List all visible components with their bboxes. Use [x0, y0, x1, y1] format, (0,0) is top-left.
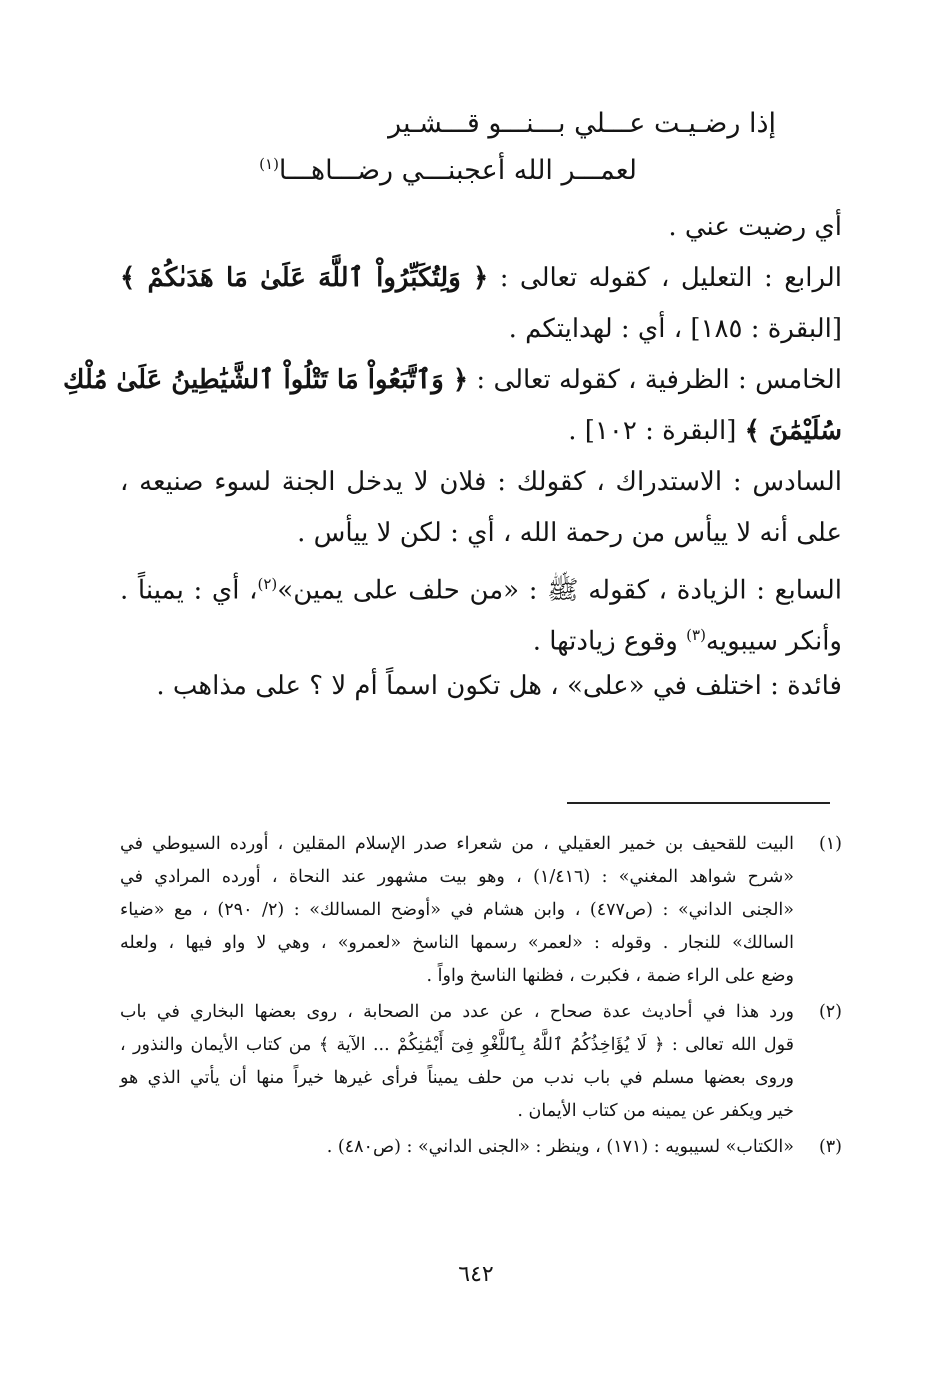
- body-line-2: [120, 261, 842, 312]
- footnote-line: «الكتاب» لسيبويه : (١٧١) ، وينظر : «الجنى الداني» : (ص٤٨٠) .: [326, 1137, 794, 1157]
- footnote-number: (١): [818, 834, 842, 854]
- footnote-line: خير ويكفر عن يمينه من كتاب الأيمان .: [517, 1101, 794, 1121]
- footnote-line: وروى بعضها مسلم في باب ندب من حلف يميناً فرأى غيرها خيراً منها أن يأتي الذي هو: [120, 1068, 794, 1088]
- body-line-10: فائدة : اختلف في «على» ، هل تكون اسماً أم لا ؟ على مذاهب .: [156, 671, 842, 701]
- footnote-line: وضع على الراء ضمة ، فكبرت ، فظنها الناسخ واواً .: [426, 966, 794, 986]
- footnote-ref-1: (١): [259, 155, 279, 173]
- footnote-ref-2: (٢): [257, 575, 278, 593]
- body-line-1: أي رضيت عني .: [668, 212, 842, 242]
- footnote-line: البيت للقحيف بن خمير العقيلي ، من شعراء صدر الإسلام المقلين ، أورده السيوطي في: [120, 834, 794, 854]
- footnote-line: ورد هذا في أحاديث عدة صحاح ، عن عدد من الصحابة ، روى بعضها البخاري في باب: [120, 1002, 794, 1022]
- footnote-line: السالك» للنجار . وقوله : «لعمر» رسمها الناسخ «لعمرو» ، وهي لا واو فيها ، ولعله: [120, 933, 794, 953]
- body-line-4: [62, 363, 842, 414]
- body-text: وقوع زيادتها .: [532, 626, 678, 657]
- body-line-6: السادس : الاستدراك ، كقولك : فلان لا يدخل الجنة لسوء صنيعه ،: [120, 467, 842, 497]
- poetry-verse-second-hemistich: [259, 155, 637, 186]
- poetry-verse-first-hemistich: إذا رضـيـت عـــلي بـــنـــو قـــشـير: [388, 108, 776, 139]
- quran-quote: ﴿ وَلِتُكَبِّرُواْ ٱللَّهَ عَلَىٰ مَا هَدَىٰكُمْ ﴾: [120, 263, 489, 293]
- body-line-3: [البقرة : ١٨٥] ، أي : لهدايتكم .: [508, 314, 842, 344]
- body-text: الرابع : التعليل ، كقوله تعالى :: [499, 263, 842, 293]
- quran-quote: ﴿ وَٱتَّبَعُواْ مَا تَتْلُواْ ٱلشَّيَٰطِينُ عَلَىٰ مُلْكِ: [62, 365, 469, 395]
- footnote-1: [120, 828, 842, 993]
- footnote-number: (٣): [818, 1137, 842, 1157]
- footnote-line: «شرح شواهد المغني» : (١/٤١٦) ، وهو بيت مشهور عند النحاة ، أورده المرادي في: [120, 867, 795, 887]
- body-line-5: [120, 414, 842, 465]
- footnote-separator: [567, 802, 830, 804]
- footnote-3: [120, 1131, 842, 1164]
- body-text: ، أي : يميناً .: [120, 575, 258, 606]
- footnote-number: (٢): [818, 1002, 842, 1022]
- quran-quote: سُلَيْمَٰنَ ﴾: [744, 416, 842, 446]
- body-text: وأنكر سيبويه: [705, 626, 842, 657]
- body-text: الخامس : الظرفية ، كقوله تعالى :: [476, 365, 842, 395]
- body-line-8: [120, 567, 842, 618]
- main-text: [62, 210, 842, 720]
- page-number: ٦٤٢: [458, 1262, 494, 1287]
- footnote-line: قول الله تعالى : ﴿ لَا يُؤَاخِذُكُمُ ٱللَّهُ بِٱللَّغْوِ فِىٓ أَيْمَٰنِكُمْ ... الآية ﴾ من كتاب الأيمان والنذور ،: [120, 1035, 794, 1055]
- body-text: السابع : الزيادة ، كقوله ﷺ : «من حلف على يمين»: [277, 575, 842, 606]
- footnote-ref-3: (٣): [686, 626, 706, 644]
- body-line-9: [120, 618, 842, 669]
- verse-text: لعمـــر الله أعجبنـــي رضـــاهـــا: [278, 155, 637, 186]
- footnote-line: «الجنى الداني» : (ص٤٧٧) ، وابن هشام في «أوضح المسالك» : (٢/ ٢٩٠) ، مع «ضياء: [120, 900, 794, 920]
- body-text: [البقرة : ١٠٢] .: [568, 416, 737, 446]
- footnote-2: [120, 996, 842, 1128]
- body-line-7: على أنه لا ييأس من رحمة الله ، أي : لكن لا ييأس .: [297, 518, 842, 548]
- footnotes: [120, 828, 842, 1164]
